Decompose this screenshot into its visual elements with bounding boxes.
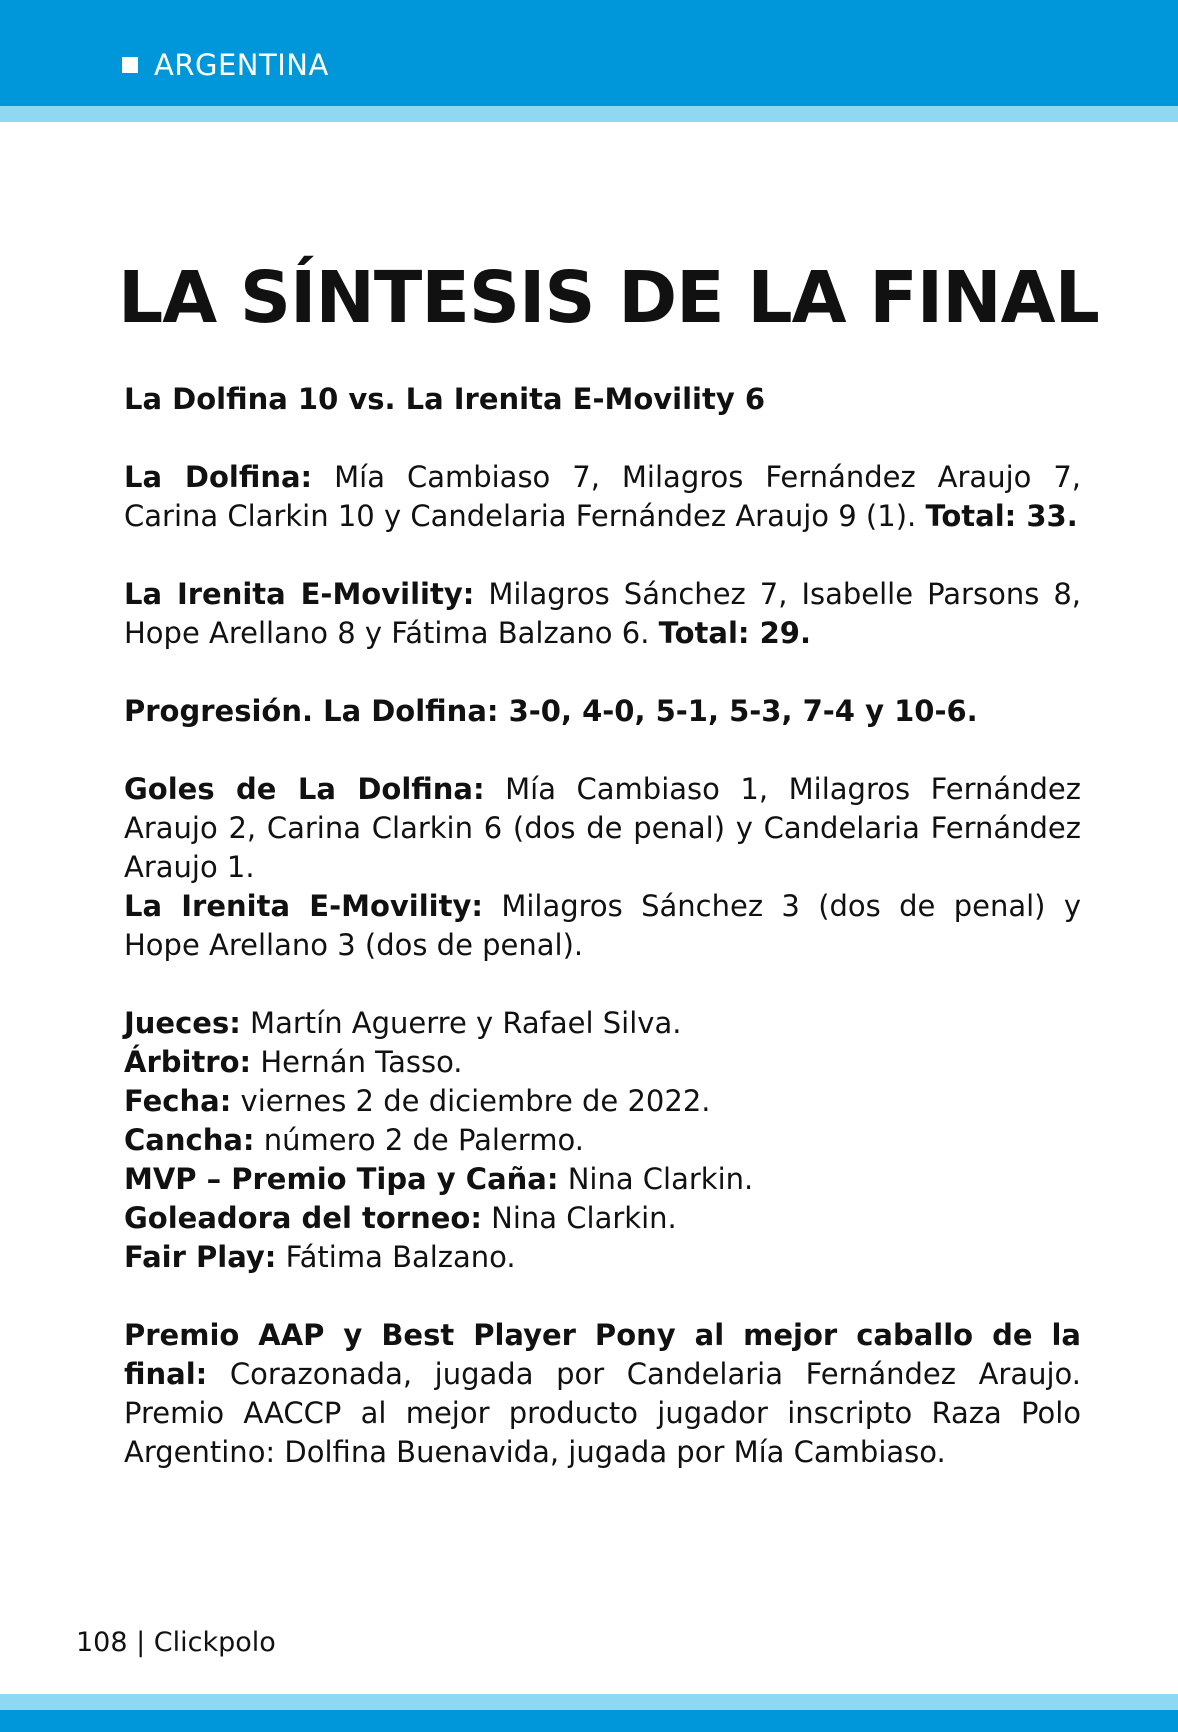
goals-team2-label: La Irenita E-Movility: <box>124 889 483 923</box>
progression: Progresión. La Dolfina: 3-0, 4-0, 5-1, 5-3, 7-4 y 10-6. <box>124 694 978 728</box>
team1-players: Mía Cambiaso 7, Milagros Fernández Araujo 7, Carina Clarkin 10 y Candelaria Fernández Araujo 9 (1). <box>124 460 1082 533</box>
goals-team1-label: Goles de La Dolfina: <box>124 772 485 806</box>
footer-band <box>0 1710 1178 1732</box>
square-bullet-icon <box>122 57 138 73</box>
goals-team2-text: Milagros Sánchez 3 (dos de penal) y Hope Arellano 3 (dos de penal). <box>124 889 1081 962</box>
team1-total: Total: 33. <box>925 499 1078 533</box>
goals-team2 <box>124 887 1081 965</box>
article-body <box>124 380 1081 1472</box>
team2-lineup <box>124 575 1081 653</box>
section-name: ARGENTINA <box>154 48 329 82</box>
awards-label: Premio AAP y Best Player Pony al mejor caballo de la final: <box>124 1318 1081 1391</box>
awards-text: Corazonada, jugada por Candelaria Fernández Araujo. Premio AACCP al mejor producto jugador inscripto Raza Polo Argentino: Dolfina Buenavida, jugada por Mía Cambiaso. <box>124 1357 1082 1469</box>
team2-players: Milagros Sánchez 7, Isabelle Parsons 8, Hope Arellano 8 y Fátima Balzano 6. <box>124 577 1081 650</box>
goals-team1-text: Mía Cambiaso 1, Milagros Fernández Araujo 2, Carina Clarkin 6 (dos de penal) y Candelaria Fernández Araujo 1. <box>124 772 1081 884</box>
header-stripe <box>0 106 1178 122</box>
page-title: LA SÍNTESIS DE LA FINAL <box>118 256 1099 339</box>
team2-label: La Irenita E-Movility: <box>124 577 475 611</box>
footer-stripe <box>0 1694 1178 1710</box>
awards <box>124 1316 1081 1472</box>
match-result: La Dolfina 10 vs. La Irenita E-Movility 6 <box>124 382 766 416</box>
official-arbitro: Árbitro: Hernán Tasso. <box>124 1045 463 1079</box>
team1-label: La Dolfina: <box>124 460 313 494</box>
official-fecha: Fecha: viernes 2 de diciembre de 2022. <box>124 1084 711 1118</box>
official-mvp: MVP – Premio Tipa y Caña: Nina Clarkin. <box>124 1162 754 1196</box>
team1-lineup <box>124 458 1081 536</box>
goals-team1 <box>124 770 1081 887</box>
section-label <box>122 48 329 82</box>
official-cancha: Cancha: número 2 de Palermo. <box>124 1123 584 1157</box>
official-jueces: Jueces: Martín Aguerre y Rafael Silva. <box>124 1006 682 1040</box>
team2-total: Total: 29. <box>658 616 811 650</box>
official-goleadora: Goleadora del torneo: Nina Clarkin. <box>124 1201 677 1235</box>
page-footer: 108 | Clickpolo <box>76 1627 276 1658</box>
official-fair-play: Fair Play: Fátima Balzano. <box>124 1240 516 1274</box>
